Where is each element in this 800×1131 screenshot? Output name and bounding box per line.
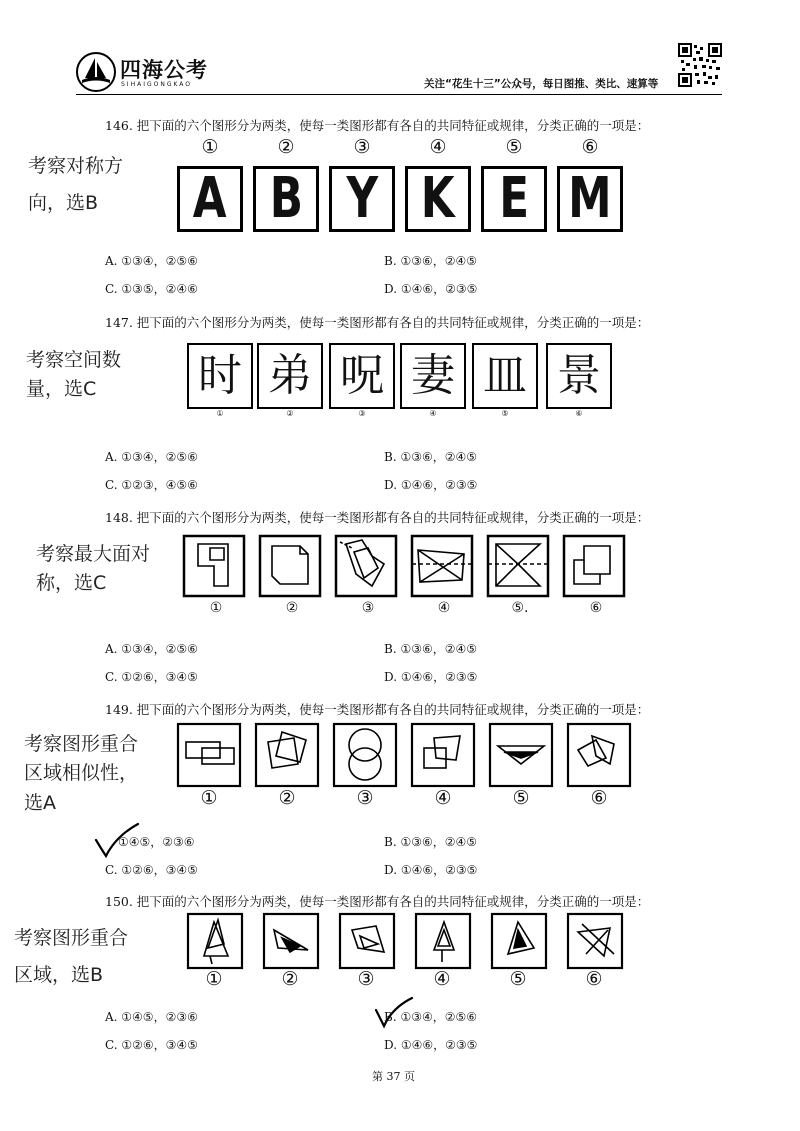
figure-label: ① [209,600,223,616]
figure-label: ③ [357,968,375,990]
option-d[interactable]: D. ①④⑥，②③⑤ [384,282,478,296]
figure-label: ② [277,136,295,158]
figure-label: ⑥ [581,136,599,158]
figure-char: 皿 [483,350,527,401]
figure-label: ⑥ [590,787,608,809]
header-divider [76,94,722,95]
figure-letter: K [421,166,455,231]
logo-icon [76,52,116,92]
figure-148-2 [260,536,320,596]
note-line: 考察图形重合 [14,927,129,949]
figure-label: ② [278,787,296,809]
logo-text: 四海公考 [120,58,208,82]
figure-149-5 [490,724,552,786]
question-146-title: 146. 把下面的六个图形分为两类，使每一类图形都有各自的共同特征或规律，分类正确的一项是： [105,118,650,133]
question-148-figures [180,530,630,620]
figure-150-5 [492,914,546,968]
figure-char: 时 [198,350,242,401]
figure-label: ④ [429,409,437,418]
option-b[interactable]: B. ①③⑥，②④⑤ [384,642,477,656]
option-b[interactable]: B. ①③⑥，②④⑤ [384,835,477,849]
figure-label: ① [216,409,224,418]
figure-label: ④ [434,787,452,809]
figure-letter-box [557,166,623,232]
figure-label: ② [286,409,294,418]
qr-code-icon [678,43,722,87]
figure-150-4 [416,914,470,968]
header-promo-text: 关注“花生十三”公众号，每日图推、类比、速算等 [424,78,659,90]
figure-label: ⑤ [509,968,527,990]
note-line: 考察对称方 [28,155,124,177]
figure-label: ⑤. [511,600,529,616]
option-d[interactable]: D. ①④⑥，②③⑤ [384,478,478,492]
note-line: 考察图形重合 [24,733,139,755]
option-c[interactable]: C. ①②⑥，③④⑤ [105,863,198,877]
figure-150-3 [340,914,394,968]
option-d[interactable]: D. ①④⑥，②③⑤ [384,863,478,877]
option-a[interactable]: A. ①③④，②⑤⑥ [105,642,198,656]
figure-label: ② [281,968,299,990]
figure-label: ② [285,600,299,616]
figure-label: ① [201,136,219,158]
figure-letter-box [329,166,395,232]
figure-letter: E [499,166,529,231]
note-line: 向，选B [28,192,99,215]
option-a[interactable]: ①④⑤，②③⑥ [118,835,195,849]
figure-150-2 [264,914,318,968]
figure-149-1 [178,724,240,786]
figure-149-4 [412,724,474,786]
figure-char: 弟 [268,350,312,401]
figure-char-box [546,343,612,409]
figure-148-6 [564,536,624,596]
figure-148-5 [488,536,548,596]
figure-150-6 [568,914,622,968]
figure-letter: M [568,166,612,231]
figure-label: ④ [429,136,447,158]
option-d[interactable]: D. ①④⑥，②③⑤ [384,670,478,684]
figure-letter-box [177,166,243,232]
figure-label: ⑥ [585,968,603,990]
option-b[interactable]: B. ①③④，②⑤⑥ [384,1010,477,1024]
figure-label: ⑤ [505,136,523,158]
note-line: 考察最大面对 [36,543,151,565]
figure-label: ④ [433,968,451,990]
note-line: 区域相似性， [24,762,139,785]
figure-label: ① [205,968,223,990]
question-148-title: 148. 把下面的六个图形分为两类，使每一类图形都有各自的共同特征或规律，分类正确的一项是： [105,510,650,525]
option-a[interactable]: A. ①③④，②⑤⑥ [105,254,198,268]
question-148-note [36,540,150,599]
figure-label: ⑥ [589,600,603,616]
figure-label: ③ [353,136,371,158]
figure-148-1 [184,536,244,596]
option-c[interactable]: C. ①③⑤，②④⑥ [105,282,198,296]
figure-letter: Y [346,166,378,231]
option-c[interactable]: C. ①②③，④⑤⑥ [105,478,198,492]
figure-148-3 [336,536,396,596]
note-line: 选A [24,791,56,814]
figure-letter: B [269,166,303,231]
figure-label: ⑥ [575,409,583,418]
question-147-note [26,346,121,405]
question-149-note [24,730,138,818]
figure-char-box [329,343,395,409]
logo-subtext: SIHAIGONGKAO [121,81,193,88]
figure-149-3 [334,724,396,786]
question-150-title: 150. 把下面的六个图形分为两类，使每一类图形都有各自的共同特征或规律，分类正确的一项是： [105,894,650,909]
figure-label: ① [200,787,218,809]
figure-label: ⑤ [501,409,509,418]
question-149-title: 149. 把下面的六个图形分为两类，使每一类图形都有各自的共同特征或规律，分类正确的一项是： [105,702,650,717]
question-150-note [14,924,128,991]
option-c[interactable]: C. ①②⑥，③④⑤ [105,670,198,684]
option-a[interactable]: A. ①③④，②⑤⑥ [105,450,198,464]
header [0,0,800,100]
question-149-figures [172,718,642,796]
option-c[interactable]: C. ①②⑥，③④⑤ [105,1038,198,1052]
figure-149-2 [256,724,318,786]
note-line: 考察空间数 [26,349,122,371]
option-d[interactable]: D. ①④⑥，②③⑤ [384,1038,478,1052]
figure-char: 呪 [340,350,384,401]
figure-char: 景 [557,350,601,401]
figure-char-box [400,343,466,409]
figure-char-box [257,343,323,409]
note-line: 称，选C [36,572,107,595]
figure-label: ③ [356,787,374,809]
question-146-note [28,152,123,219]
figure-char-box [187,343,253,409]
question-147-title: 147. 把下面的六个图形分为两类，使每一类图形都有各自的共同特征或规律，分类正确的一项是： [105,315,650,330]
figure-label: ③ [361,600,375,616]
figure-148-4 [412,536,472,596]
option-a[interactable]: A. ①④⑤，②③⑥ [105,1010,198,1024]
option-b[interactable]: B. ①③⑥，②④⑤ [384,254,477,268]
figure-char: 妻 [411,350,455,401]
page-number: 第 37 页 [372,1070,415,1083]
figure-label: ⑤ [512,787,530,809]
figure-letter-box [253,166,319,232]
figure-label: ④ [437,600,451,616]
figure-label: ③ [358,409,366,418]
note-line: 区域，选B [14,964,104,987]
option-b[interactable]: B. ①③⑥，②④⑤ [384,450,477,464]
figure-letter-box [405,166,471,232]
figure-letter-box [481,166,547,232]
figure-letter: A [193,166,227,231]
figure-char-box [472,343,538,409]
note-line: 量，选C [26,378,97,401]
figure-149-6 [568,724,630,786]
figure-150-1 [188,914,242,968]
